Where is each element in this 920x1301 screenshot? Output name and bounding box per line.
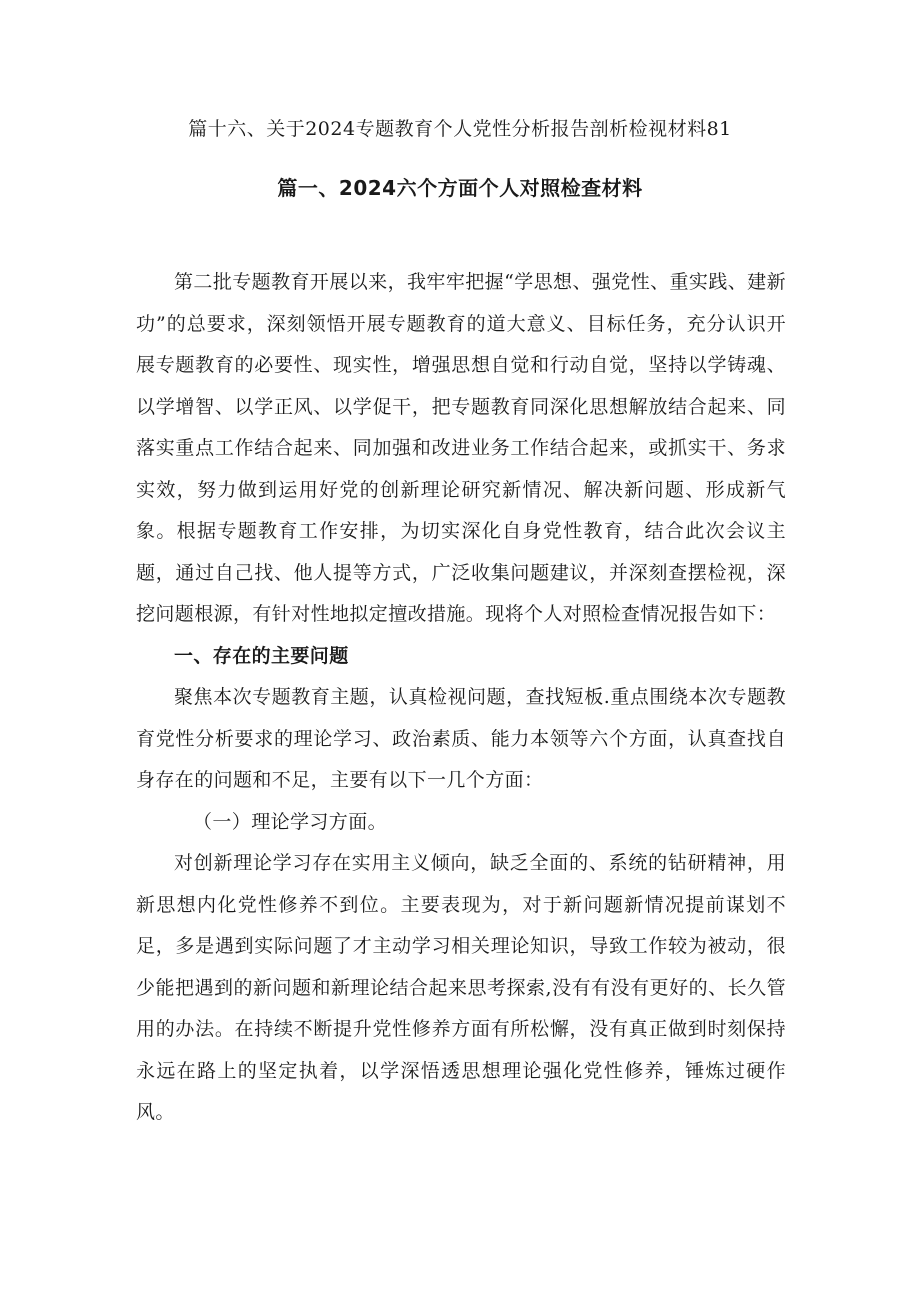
toc-line: 篇十六、关于2024专题教育个人党性分析报告剖析检视材料81	[188, 118, 732, 140]
intro-paragraph: 第二批专题教育开展以来，我牢牢把握“学思想、强党性、重实践、建新功”的总要求，深刻领悟开展专题教育的道大意义、目标任务，充分认识开展专题教育的必要性、现实性，增强思想自觉和行动自觉，坚持以学铸魂、以学增智、以学正风、以学促干，把专题教育同深化思想解放结合起来、同落实重点工作结合起来、同加强和改进业务工作结合起来，或抓实干、务求实效，努力做到运用好党的创新理论研究新情况、解决新问题、形成新气象。根据专题教育工作安排，为切实深化自身党性教育，结合此次会议主题，通过自己找、他人提等方式，广泛收集问题建议，并深刻查摆检视，深挖问题根源，有针对性地拟定擅改措施。现将个人对照检查情况报告如下：	[136, 271, 786, 625]
document-body	[136, 262, 786, 1134]
document-title: 篇一、2024六个方面个人对照检查材料	[277, 176, 643, 200]
subsection-heading: （一）理论学习方面。	[193, 810, 388, 833]
focus-paragraph: 聚焦本次专题教育主题，认真检视问题，查找短板.重点围绕本次专题教育党性分析要求的理论学习、政治素质、能力本领等六个方面，认真查找自身存在的问题和不足，主要有以下一几个方面：	[136, 686, 786, 791]
section-heading: 一、存在的主要问题	[174, 644, 349, 667]
theory-paragraph: 对创新理论学习存在实用主义倾向，缺乏全面的、系统的钻研精神，用新思想内化党性修养不到位。主要表现为，对于新问题新情况提前谋划不足，多是遇到实际问题了才主动学习相关理论知识，导致工作较为被动，很少能把遇到的新问题和新理论结合起来思考探索,没有有没有更好的、长久管用的办法。在持续不断提升党性修养方面有所松懈，没有真正做到时刻保持永远在路上的坚定执着，以学深悟透思想理论强化党性修养，锤炼过硬作风。	[136, 852, 786, 1123]
